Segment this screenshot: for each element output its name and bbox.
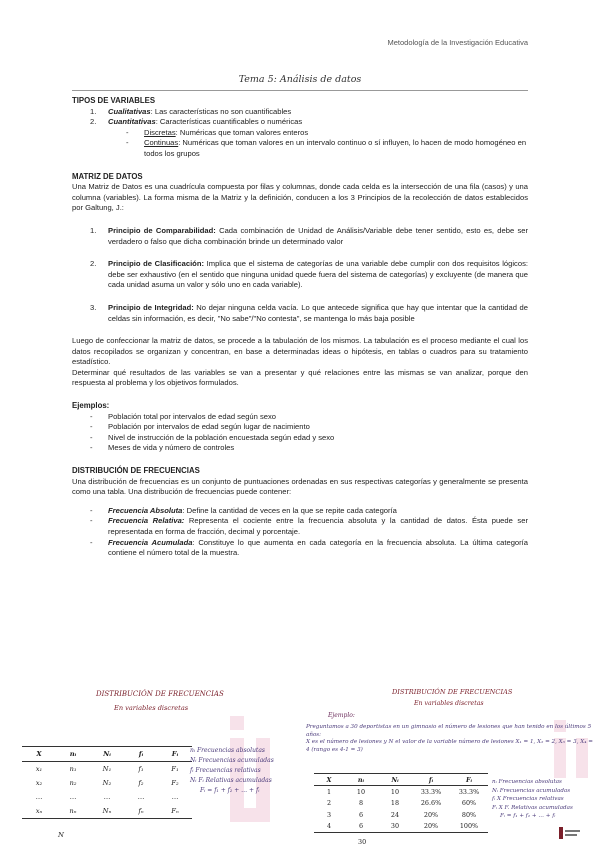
title-divider bbox=[72, 90, 528, 91]
table-row: 4 6 30 20% 100% bbox=[314, 821, 488, 833]
notes-right-subtitle: En variables discretas bbox=[414, 700, 484, 707]
table-footer-total: 30 bbox=[358, 838, 367, 846]
section-heading-ejemplos: Ejemplos: bbox=[72, 401, 110, 411]
table-row: x₂ n₂ N₂ f₂ F₂ bbox=[35, 779, 179, 787]
main-content bbox=[72, 96, 528, 559]
list-subitem: - Continuas: Numéricas que toman valores en un intervalo continuo o sí influyen, lo hacen de modo homogéneo en todos los grupos bbox=[126, 138, 527, 158]
list-item: - Población por intervalos de edad según lugar de nacimiento bbox=[90, 422, 310, 432]
paragraph: Luego de confeccionar la matriz de datos, se procede a la tabulación de los mismos. La tabulación es el proceso mediante el cual los datos recopilados se organizan y concentran, en base a determinadas ideas o hipótesis, en tablas o cuadros para su tratamiento estadístico. bbox=[72, 336, 528, 367]
table-row: x₁ n₁ N₁ f₁ F₁ bbox=[35, 765, 179, 773]
table-row: 2 8 18 26.6% 60% bbox=[326, 799, 477, 808]
list-item: - Frecuencia Absoluta: Define la cantidad de veces en la que se repite cada categoría bbox=[90, 505, 397, 515]
list-item: - Meses de vida y número de controles bbox=[90, 443, 235, 453]
principle-item: 3. Principio de Integridad: No dejar ninguna celda vacía. Lo que antecede significa que hay que intentar que la cantidad de celdas sin información, es decir, "No sabe"/"No contesta", se mantenga lo más baja posible bbox=[90, 302, 528, 323]
list-item: - Población total por intervalos de edad según sexo bbox=[90, 411, 277, 421]
list-item: 1. Cualitativas: Las características no son cuantificables bbox=[90, 106, 292, 116]
page-header: Metodología de la Investigación Educativa bbox=[387, 38, 528, 47]
paragraph: Una distribución de frecuencias es un conjunto de puntuaciones ordenadas en sus respectivas categorías y generalmente se presenta como una tabla. Una distribución de frecuencias puede contener: bbox=[72, 476, 528, 497]
paragraph: Determinar qué resultados de las variables se van a presentar y qué relaciones entre las mismas se van analizar, porque den respuesta al problema y los objetivos formulados. bbox=[72, 367, 528, 388]
section-heading-distribucion: DISTRIBUCIÓN DE FRECUENCIAS bbox=[72, 466, 200, 476]
table-row: xₙ nₙ Nₙ fₙ Fₙ bbox=[22, 804, 192, 819]
list-item: - Nivel de instrucción de la población encuestada según edad y sexo bbox=[90, 432, 335, 442]
legend-right: nᵢ Frecuencias absolutas Nᵢ Frecuencias acumuladas fᵢ X Frecuencias relativas Fᵢ X F. Relativas acumuladas Fᵢ = f₁ + f₂ + … + fᵢ bbox=[492, 779, 573, 820]
list-item: - Frecuencia Relativa: Representa el cociente entre la frecuencia absoluta y la cantidad de datos. Ésta puede ser representada en forma de fracción, decimal y porcentaje. bbox=[90, 516, 528, 536]
page-title: Tema 5: Análisis de datos bbox=[238, 74, 362, 85]
list-item: - Frecuencia Acumulada: Constituye lo que aumenta en cada categoría en la frecuencia absoluta. La última categoría contiene el número total de la muestra. bbox=[90, 537, 528, 558]
notes-example-text: Preguntamos a 30 deportistas en un gimnasio el número de lesiones que han tenido en los últimos 5 años: X es el número de lesiones y N el valor de la variable número de lesiones X₁ = 1, X₂ = 2, X₃ = 3, X₄ = 4 (rango es 4-1 = 3) bbox=[306, 724, 593, 753]
notes-left-subtitle: En variables discretas bbox=[114, 704, 189, 712]
list-item: 2. Cuantitativas: Características cuantificables o numéricas bbox=[90, 117, 303, 127]
table-footer-total: N bbox=[58, 831, 64, 839]
section-heading-tipos: TIPOS DE VARIABLES bbox=[72, 96, 156, 105]
legend-left: nᵢ Frecuencias absolutas Nᵢ Frecuencias acumuladas fᵢ Frecuencias relativas Nᵢ Fᵢ Relativas acumuladas Fᵢ = f₁ + f₂ + … + fᵢ bbox=[190, 747, 274, 794]
principle-item: 2. Principio de Clasificación: Implica que el sistema de categorías de una variable debe cumplir con dos requisitos lógicos: debe ser exhaustivo (en el sentido que ninguna unidad quede fuera del sistema de categorías) y excluyente (de manera que cada unidad asuma un valor y sólo uno en cada variable). bbox=[90, 259, 528, 290]
frequency-table-generic bbox=[22, 746, 192, 819]
university-logo-icon bbox=[558, 826, 582, 840]
table-header-row: X nᵢ Nᵢ fᵢ Fᵢ bbox=[314, 774, 488, 786]
paragraph: Una Matriz de Datos es una cuadrícula compuesta por filas y columnas, donde cada celda es la intersección de una fila (casos) y una columna (variables). La forma misma de la Matriz y la definición, conducen a los 3 Principios de la recolección de datos establecidos por Galtung, J.: bbox=[72, 182, 528, 213]
table-row: … … … … … bbox=[35, 793, 179, 801]
notes-left-title: DISTRIBUCIÓN DE FRECUENCIAS bbox=[96, 690, 224, 698]
section-heading-matriz: MATRIZ DE DATOS bbox=[72, 171, 143, 181]
frequency-table-example bbox=[314, 773, 488, 833]
notes-example-label: Ejemplo: bbox=[328, 712, 355, 719]
table-row: 1 10 10 33.3% 33.3% bbox=[326, 788, 480, 797]
list-subitem: - Discretas: Numéricas que toman valores enteros bbox=[126, 127, 309, 137]
table-header-row: X nᵢ Nᵢ fᵢ Fᵢ bbox=[22, 747, 192, 762]
notes-right-title: DISTRIBUCIÓN DE FRECUENCIAS bbox=[392, 688, 513, 696]
table-row: 3 6 24 20% 80% bbox=[326, 810, 477, 819]
principle-item: 1. Principio de Comparabilidad: Cada combinación de Unidad de Análisis/Variable debe tener sentido, esto es, debe ser verdadero o falso que dicha combinación brinde un determinado valor bbox=[90, 225, 528, 246]
